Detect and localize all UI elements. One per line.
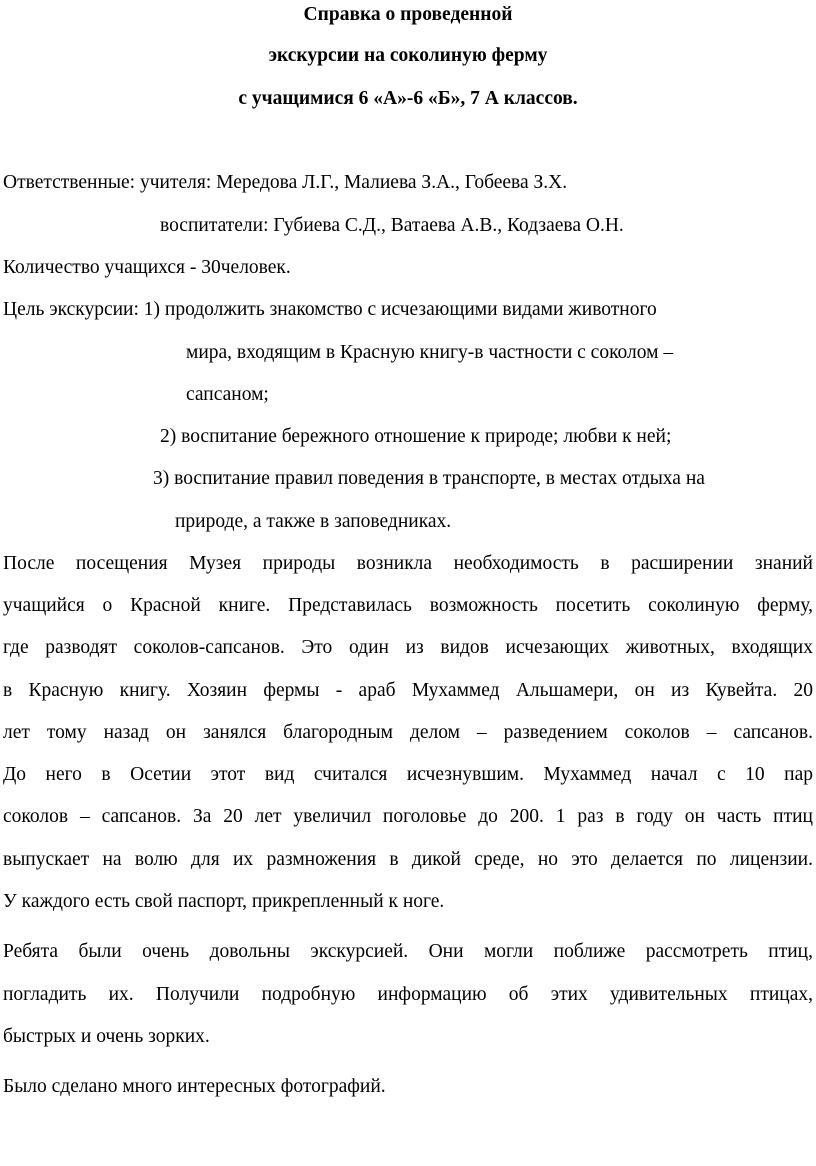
goal-line-2: мира, входящим в Красную книгу-в частности с соколом – [186,342,674,363]
paragraph1-line: учащийся о Красной книге. Представилась возможность посетить соколиную ферму, [3,595,813,616]
paragraph1-line: До него в Осетии этот вид считался исчезнувшим. Мухаммед начал с 10 пар [3,764,813,785]
goal-line-6: природе, а также в заповедниках. [175,511,452,532]
responsible-educators: воспитатели: Губиева С.Д., Ватаева А.В., Кодзаева О.Н. [160,215,624,236]
paragraph3: Было сделано много интересных фотографий. [3,1076,386,1097]
paragraph1-line: соколов – сапсанов. За 20 лет увеличил поголовье до 200. 1 раз в году он часть птиц [3,806,813,827]
paragraph2-line: Ребята были очень довольны экскурсией. Они могли поближе рассмотреть птиц, [3,941,813,962]
paragraph1-line: После посещения Музея природы возникла необходимость в расширении знаний [3,553,813,574]
goal-line-5: 3) воспитание правил поведения в транспорте, в местах отдыха на [153,468,705,489]
goal-line-3: сапсаном; [186,384,269,405]
title-line-2: экскурсии на соколиную ферму [268,45,548,66]
paragraph2-line: погладить их. Получили подробную информацию об этих удивительных птицах, [3,984,813,1005]
goal-line-1: Цель экскурсии: 1) продолжить знакомство с исчезающими видами животного [3,299,657,320]
goal-line-4: 2) воспитание бережного отношение к природе; любви к ней; [160,426,672,447]
paragraph2-line: быстрых и очень зорких. [3,1026,210,1047]
students-count: Количество учащихся - 30человек. [3,257,291,278]
paragraph1-line: выпускает на волю для их размножения в дикой среде, но это делается по лицензии. [3,849,813,870]
paragraph1-line: лет тому назад он занялся благородным делом – разведением соколов – сапсанов. [3,722,813,743]
paragraph1-line: где разводят соколов-сапсанов. Это один из видов исчезающих животных, входящих [3,637,813,658]
paragraph1-line: У каждого есть свой паспорт, прикрепленный к ноге. [3,891,445,912]
title-line-1: Справка о проведенной [303,4,513,25]
responsible-teachers: Ответственные: учителя: Мередова Л.Г., Малиева З.А., Гобеева З.Х. [3,172,568,193]
paragraph1-line: в Красную книгу. Хозяин фермы - араб Мухаммед Альшамери, он из Кувейта. 20 [3,680,813,701]
title-line-3: с учащимися 6 «А»-6 «Б», 7 А классов. [238,88,578,109]
